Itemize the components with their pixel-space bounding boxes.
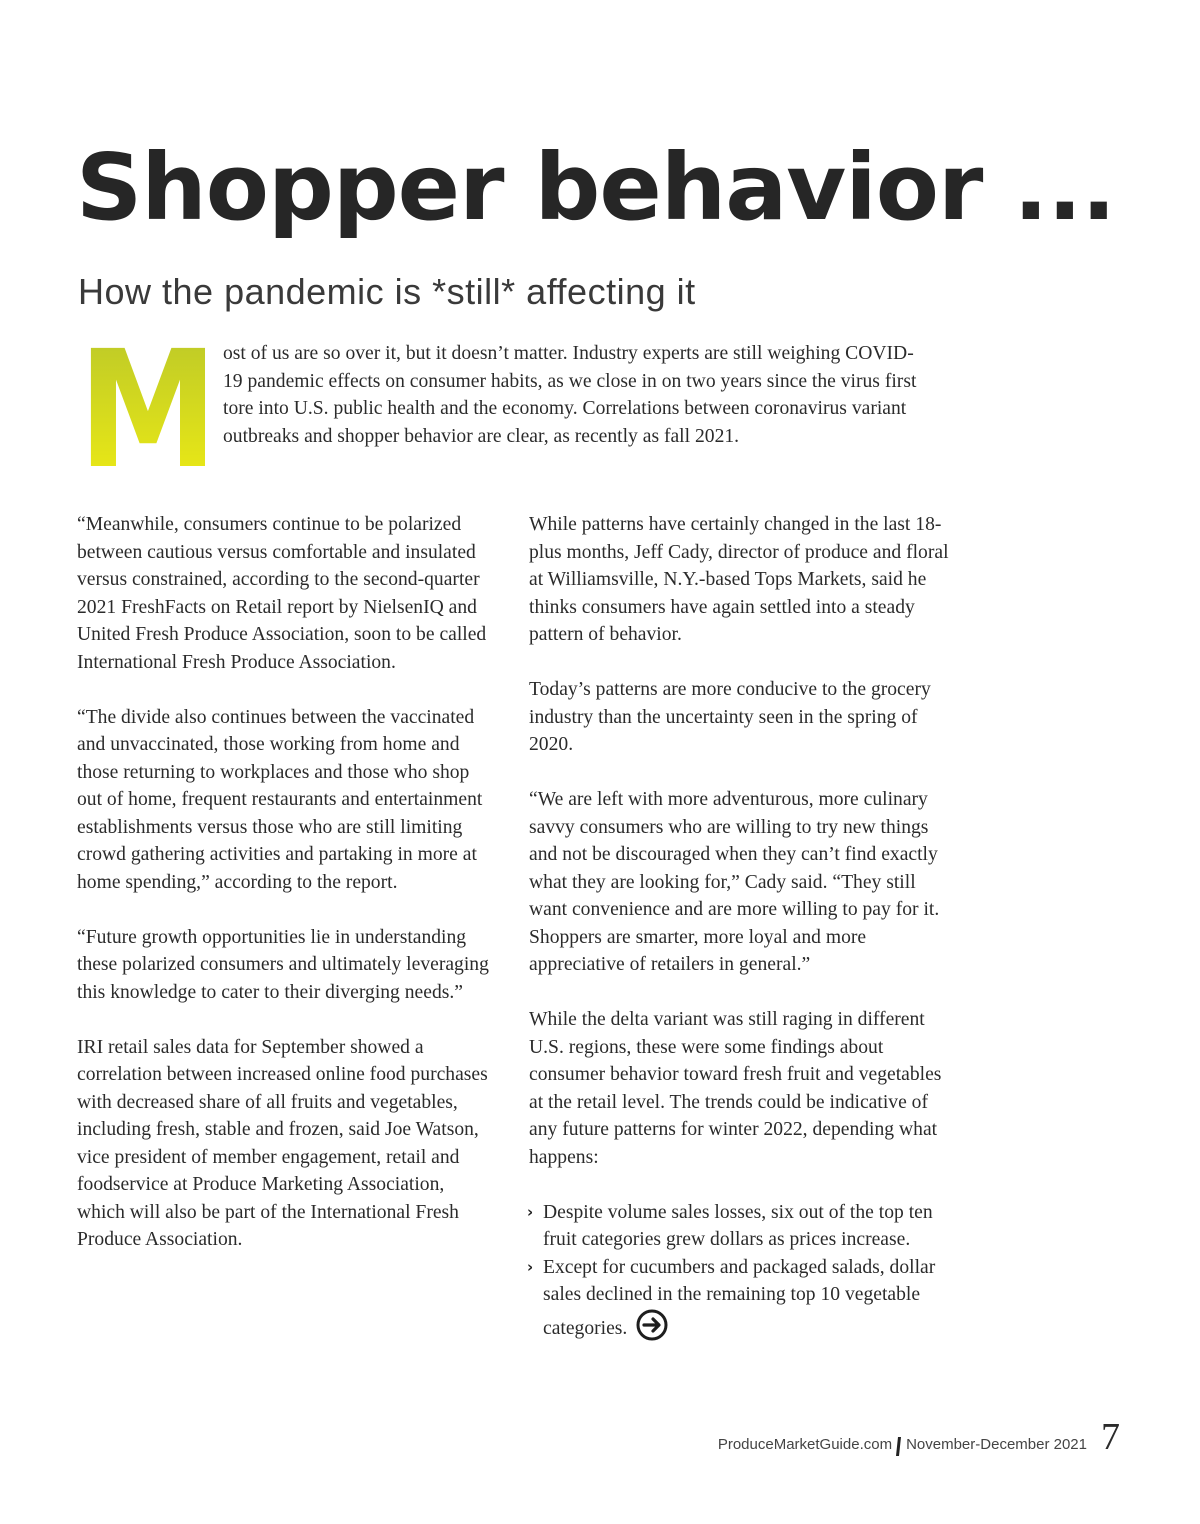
chevron-right-icon: › (527, 1257, 534, 1276)
left-column (77, 511, 497, 1281)
footer-site: ProduceMarketGuide.com (717, 1436, 893, 1453)
bullet-text-2: Except for cucumbers and packaged salads, dollar sales declined in the remaining top 10 vegetable categories. (543, 1256, 936, 1339)
list-item (529, 1199, 949, 1254)
left-paragraph-4: IRI retail sales data for September showed a correlation between increased online food purchases with decreased share of all fruits and vegetables, including fresh, stable and frozen, said Joe Watson, vice president of member engagement, retail and foodservice at Produce Marketing Association, which will also be part of the International Fresh Produce Association. (77, 1036, 488, 1250)
list-item (529, 1254, 949, 1350)
page-number: 7 (1101, 1416, 1120, 1458)
drop-cap (76, 317, 222, 505)
chevron-right-icon: › (527, 1202, 534, 1221)
right-column (529, 511, 949, 1349)
page-footer (718, 1418, 1120, 1456)
subheadline: How the pandemic is *still* affecting it (78, 271, 696, 312)
right-paragraph-2: Today’s patterns are more conducive to the grocery industry than the uncertainty seen in the spring of 2020. (529, 679, 931, 755)
intro-paragraph: ost of us are so over it, but it doesn’t matter. Industry experts are still weighing COVID-19 pandemic effects on consumer habits, as we close in on two years since the virus first tore into U.S. public health and the economy. Correlations between coronavirus variant outbreaks and shopper behavior are clear, as recently as fall 2021. (223, 343, 917, 447)
findings-list (529, 1199, 949, 1350)
headline: Shopper behavior ... (76, 134, 1116, 241)
right-paragraph-3: “We are left with more adventurous, more culinary savvy consumers who are willing to try new things and not be discouraged when they can’t find exactly what they are looking for,” Cady said. “They still want convenience and are more willing to pay for it. Shoppers are smarter, more loyal and more appreciative of retailers in general.” (529, 789, 940, 975)
drop-cap-letter: M (78, 317, 218, 505)
footer-separator (896, 1437, 901, 1456)
right-paragraph-4: While the delta variant was still raging in different U.S. regions, these were some findings about consumer behavior toward fresh fruit and vegetables at the retail level. The trends could be indicative of any future patterns for winter 2022, depending what happens: (529, 1009, 942, 1168)
arrow-right-circle-icon[interactable] (636, 1309, 668, 1350)
left-paragraph-3: “Future growth opportunities lie in understanding these polarized consumers and ultimately leveraging this knowledge to cater to their diverging needs.” (77, 926, 489, 1003)
bullet-text-1: Despite volume sales losses, six out of the top ten fruit categories grew dollars as prices increase. (543, 1201, 933, 1250)
left-paragraph-2: “The divide also continues between the vaccinated and unvaccinated, those working from home and those returning to workplaces and those who shop out of home, frequent restaurants and entertainment establishments versus those who are still limiting crowd gathering activities and partaking in more at home spending,” according to the report. (77, 706, 483, 893)
footer-issue: November-December 2021 (906, 1436, 1087, 1453)
left-paragraph-1: “Meanwhile, consumers continue to be polarized between cautious versus comfortable and insulated versus constrained, according to the second-quarter 2021 FreshFacts on Retail report by NielsenIQ and United Fresh Produce Association, soon to be called International Fresh Produce Association. (77, 514, 487, 673)
right-paragraph-1: While patterns have certainly changed in the last 18-plus months, Jeff Cady, director of produce and floral at Williamsville, N.Y.-based Tops Markets, said he thinks consumers have again settled into a steady pattern of behavior. (529, 514, 949, 645)
